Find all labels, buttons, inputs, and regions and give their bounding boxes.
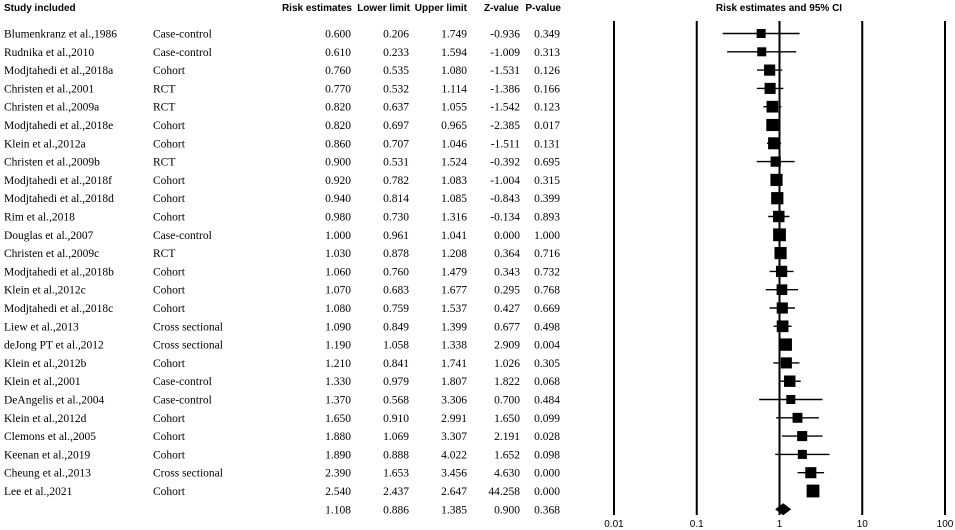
effect-marker-16	[777, 302, 788, 313]
row-24-study: Keenan et al.,2019	[4, 449, 91, 462]
effect-marker-21	[786, 395, 795, 404]
row-16-upper: 1.537	[441, 303, 467, 315]
row-12-study: Douglas et al.,2007	[4, 229, 94, 242]
row-16-design: Cohort	[153, 303, 185, 315]
row-18-lower: 1.058	[383, 339, 409, 352]
row-25-study: Cheung et al.,2013	[4, 467, 91, 480]
row-2-design: Case-control	[153, 46, 212, 59]
row-8-upper: 1.524	[441, 156, 467, 169]
row-24-est: 1.890	[325, 449, 351, 462]
table-rows	[4, 29, 560, 517]
row-12-upper: 1.041	[441, 229, 467, 242]
row-7-est: 0.860	[325, 138, 351, 151]
header-study: Study included	[4, 3, 76, 14]
row-1-p: 0.349	[534, 28, 560, 41]
pooled-est: 1.108	[325, 504, 351, 517]
row-16-p: 0.669	[534, 303, 560, 315]
row-11-est: 0.980	[325, 211, 351, 224]
pooled-diamond	[775, 503, 791, 515]
row-5-lower: 0.637	[383, 101, 409, 114]
effect-marker-22	[793, 413, 803, 423]
effect-marker-12	[773, 228, 786, 241]
row-23-z: 2.191	[494, 431, 520, 444]
row-1-z: -0.936	[490, 28, 520, 41]
row-12-lower: 0.961	[383, 229, 409, 242]
row-10-est: 0.940	[325, 193, 351, 206]
row-25-design: Cross sectional	[153, 467, 223, 480]
row-3-lower: 0.535	[383, 65, 409, 78]
row-6-z: -2.385	[490, 120, 520, 132]
row-7-z: -1.511	[490, 138, 520, 151]
row-5-design: RCT	[153, 101, 176, 114]
row-20-design: Case-control	[153, 376, 212, 389]
effect-marker-23	[797, 431, 807, 441]
effect-marker-11	[773, 211, 784, 222]
row-5-study: Christen et al.,2009a	[4, 101, 100, 114]
row-3-z: -1.531	[490, 65, 520, 78]
row-23-p: 0.028	[534, 431, 560, 444]
row-18-p: 0.004	[534, 339, 560, 352]
row-13-z: 0.364	[494, 248, 520, 261]
row-14-study: Modjtahedi et al.,2018b	[4, 266, 114, 279]
row-26-study: Lee et al.,2021	[4, 486, 73, 498]
row-10-p: 0.399	[534, 193, 560, 206]
row-9-est: 0.920	[325, 174, 351, 187]
effect-marker-19	[781, 357, 792, 368]
row-21-lower: 0.568	[383, 394, 409, 407]
effect-marker-14	[776, 266, 787, 277]
row-26-p: 0.000	[534, 486, 560, 498]
row-2-est: 0.610	[325, 46, 351, 59]
row-15-study: Klein et al.,2012c	[4, 284, 86, 297]
row-9-lower: 0.782	[383, 174, 409, 187]
row-4-lower: 0.532	[383, 83, 409, 96]
effect-marker-7	[768, 137, 780, 149]
pooled-lower: 0.886	[383, 504, 409, 517]
row-23-lower: 1.069	[383, 431, 409, 444]
row-5-p: 0.123	[534, 101, 560, 114]
row-23-study: Clemons et al.,2005	[4, 431, 96, 444]
row-17-lower: 0.849	[383, 321, 409, 334]
row-12-p: 1.000	[534, 229, 560, 242]
row-3-est: 0.760	[325, 65, 351, 78]
row-4-design: RCT	[153, 83, 176, 96]
row-22-upper: 2.991	[441, 412, 467, 425]
row-12-z: 0.000	[494, 229, 520, 242]
row-15-est: 1.070	[325, 284, 351, 297]
row-5-est: 0.820	[325, 101, 351, 114]
pooled-upper: 1.385	[441, 504, 467, 517]
pooled-p: 0.368	[534, 504, 560, 517]
row-15-z: 0.295	[494, 284, 520, 297]
row-13-lower: 0.878	[383, 248, 409, 261]
row-19-z: 1.026	[494, 357, 520, 370]
row-17-study: Liew et al.,2013	[4, 321, 79, 334]
effect-marker-2	[757, 47, 766, 56]
row-22-design: Cohort	[153, 412, 185, 425]
row-8-est: 0.900	[325, 156, 351, 169]
row-19-lower: 0.841	[383, 357, 409, 370]
row-9-design: Cohort	[153, 174, 185, 187]
row-25-est: 2.390	[325, 467, 351, 480]
row-1-upper: 1.749	[441, 28, 467, 41]
row-26-lower: 2.437	[383, 486, 409, 498]
row-6-est: 0.820	[325, 120, 351, 132]
row-3-p: 0.126	[534, 65, 560, 78]
effect-marker-3	[764, 65, 775, 76]
row-9-p: 0.315	[534, 174, 560, 187]
row-14-est: 1.060	[325, 266, 351, 279]
row-1-study: Blumenkranz et al.,1986	[4, 28, 118, 41]
row-20-lower: 0.979	[383, 376, 409, 389]
row-10-z: -0.843	[490, 193, 520, 206]
row-18-z: 2.909	[494, 339, 520, 352]
header-upper: Upper limit	[414, 3, 467, 14]
effect-marker-24	[798, 450, 807, 459]
row-20-z: 1.822	[494, 376, 520, 389]
row-19-design: Cohort	[153, 357, 185, 370]
header-estimate: Risk estimates	[281, 3, 352, 14]
effect-marker-8	[771, 156, 781, 166]
row-15-design: Cohort	[153, 284, 185, 297]
row-12-design: Case-control	[153, 229, 212, 242]
row-22-z: 1.650	[494, 412, 520, 425]
row-12-est: 1.000	[325, 229, 351, 242]
row-2-upper: 1.594	[441, 46, 467, 59]
row-16-study: Modjtahedi et al.,2018c	[4, 303, 114, 315]
row-14-z: 0.343	[494, 266, 520, 279]
row-21-study: DeAngelis et al.,2004	[4, 394, 105, 407]
row-6-lower: 0.697	[383, 120, 409, 132]
row-14-lower: 0.760	[383, 266, 409, 279]
x-tick-label-0.1: 0.1	[689, 519, 704, 530]
row-13-est: 1.030	[325, 248, 351, 261]
effect-marker-13	[774, 247, 786, 259]
row-25-upper: 3.456	[441, 467, 467, 480]
row-7-p: 0.131	[534, 138, 560, 151]
effect-marker-15	[777, 284, 788, 295]
row-22-study: Klein et al.,2012d	[4, 412, 87, 425]
effect-marker-17	[777, 320, 789, 332]
row-22-lower: 0.910	[383, 412, 409, 425]
x-tick-label-0.01: 0.01	[604, 519, 624, 530]
row-3-upper: 1.080	[441, 65, 467, 78]
row-6-upper: 0.965	[441, 120, 467, 132]
row-20-study: Klein et al.,2001	[4, 376, 81, 389]
row-11-upper: 1.316	[441, 211, 467, 224]
row-21-p: 0.484	[534, 394, 560, 407]
effect-marker-5	[767, 101, 779, 113]
row-11-study: Rim et al.,2018	[4, 211, 75, 224]
header-lower: Lower limit	[357, 3, 410, 14]
row-9-upper: 1.083	[441, 174, 467, 187]
row-26-design: Cohort	[153, 486, 185, 498]
row-10-study: Modjtahedi et al.,2018d	[4, 193, 114, 206]
row-7-design: Cohort	[153, 138, 185, 151]
row-14-p: 0.732	[534, 266, 560, 279]
row-2-lower: 0.233	[383, 46, 409, 59]
row-7-study: Klein et al.,2012a	[4, 138, 86, 151]
row-8-z: -0.392	[490, 156, 520, 169]
row-13-upper: 1.208	[441, 248, 467, 261]
effect-marker-9	[770, 174, 782, 186]
row-24-lower: 0.888	[383, 449, 409, 462]
row-25-p: 0.000	[534, 467, 560, 480]
row-8-design: RCT	[153, 156, 176, 169]
row-22-p: 0.099	[534, 412, 560, 425]
row-8-p: 0.695	[534, 156, 560, 169]
x-tick-label-100: 100	[936, 519, 954, 530]
row-3-design: Cohort	[153, 65, 185, 78]
row-15-lower: 0.683	[383, 284, 409, 297]
row-20-upper: 1.807	[441, 376, 467, 389]
row-4-upper: 1.114	[441, 83, 467, 96]
header-plot: Risk estimates and 95% CI	[715, 3, 843, 14]
row-26-z: 44.258	[488, 486, 520, 498]
row-2-study: Rudnika et al.,2010	[4, 46, 95, 59]
row-7-lower: 0.707	[383, 138, 409, 151]
row-13-p: 0.716	[534, 248, 560, 261]
effect-marker-18	[780, 338, 792, 350]
row-1-lower: 0.206	[383, 28, 409, 41]
row-20-p: 0.068	[534, 376, 560, 389]
row-16-lower: 0.759	[383, 303, 409, 315]
row-21-upper: 3.306	[441, 394, 467, 407]
row-17-p: 0.498	[534, 321, 560, 334]
row-15-p: 0.768	[534, 284, 560, 297]
row-18-study: deJong PT et al.,2012	[4, 339, 104, 352]
row-6-p: 0.017	[534, 120, 560, 132]
row-24-p: 0.098	[534, 449, 560, 462]
row-26-est: 2.540	[325, 486, 351, 498]
row-21-design: Case-control	[153, 394, 212, 407]
row-17-design: Cross sectional	[153, 321, 223, 334]
row-19-study: Klein et al.,2012b	[4, 357, 87, 370]
row-25-lower: 1.653	[383, 467, 409, 480]
row-23-est: 1.880	[325, 431, 351, 444]
row-19-est: 1.210	[325, 357, 351, 370]
row-4-z: -1.386	[490, 83, 520, 96]
row-11-design: Cohort	[153, 211, 185, 224]
row-10-design: Cohort	[153, 193, 185, 206]
row-5-z: -1.542	[490, 101, 520, 114]
row-5-upper: 1.055	[441, 101, 467, 114]
row-10-upper: 1.085	[441, 193, 467, 206]
row-17-z: 0.677	[494, 321, 520, 334]
row-4-p: 0.166	[534, 83, 560, 96]
row-8-lower: 0.531	[383, 156, 409, 169]
row-20-est: 1.330	[325, 376, 351, 389]
pooled-z: 0.900	[494, 504, 520, 517]
row-4-study: Christen et al.,2001	[4, 83, 95, 96]
row-13-design: RCT	[153, 248, 176, 261]
row-19-p: 0.305	[534, 357, 560, 370]
row-14-upper: 1.479	[441, 266, 467, 279]
row-21-est: 1.370	[325, 394, 351, 407]
effect-marker-6	[766, 119, 778, 131]
row-3-study: Modjtahedi et al.,2018a	[4, 65, 114, 78]
row-2-z: -1.009	[490, 46, 520, 59]
row-25-z: 4.630	[494, 467, 520, 480]
row-19-upper: 1.741	[441, 357, 467, 370]
row-2-p: 0.313	[534, 46, 560, 59]
header-z: Z-value	[483, 3, 519, 14]
row-15-upper: 1.677	[441, 284, 467, 297]
row-18-design: Cross sectional	[153, 339, 223, 352]
row-23-design: Cohort	[153, 431, 185, 444]
effect-marker-20	[784, 375, 795, 386]
effect-marker-1	[757, 29, 766, 38]
row-9-study: Modjtahedi et al.,2018f	[4, 174, 112, 187]
x-tick-label-10: 10	[856, 519, 868, 530]
row-16-est: 1.080	[325, 303, 351, 315]
effect-marker-26	[807, 485, 820, 498]
row-6-design: Cohort	[153, 120, 185, 132]
row-17-est: 1.090	[325, 321, 351, 334]
row-11-lower: 0.730	[383, 211, 409, 224]
column-headers	[4, 3, 842, 14]
row-16-z: 0.427	[494, 303, 520, 315]
row-18-est: 1.190	[325, 339, 351, 352]
effect-marker-25	[805, 467, 816, 478]
row-10-lower: 0.814	[383, 193, 409, 206]
effect-marker-10	[771, 192, 783, 204]
row-24-design: Cohort	[153, 449, 185, 462]
row-1-design: Case-control	[153, 28, 212, 41]
row-14-design: Cohort	[153, 266, 185, 279]
row-7-upper: 1.046	[441, 138, 467, 151]
row-1-est: 0.600	[325, 28, 351, 41]
row-26-upper: 2.647	[441, 486, 467, 498]
row-13-study: Christen et al.,2009c	[4, 248, 100, 261]
row-24-upper: 4.022	[441, 449, 467, 462]
row-6-study: Modjtahedi et al.,2018e	[4, 120, 114, 132]
row-4-est: 0.770	[325, 83, 351, 96]
x-tick-label-1: 1	[776, 519, 783, 530]
row-22-est: 1.650	[325, 412, 351, 425]
row-9-z: -1.004	[490, 174, 520, 187]
plot-area	[604, 21, 954, 530]
header-p: P-value	[525, 3, 561, 14]
row-18-upper: 1.338	[441, 339, 467, 352]
row-8-study: Christen et al.,2009b	[4, 156, 100, 169]
row-17-upper: 1.399	[441, 321, 467, 334]
row-23-upper: 3.307	[441, 431, 467, 444]
row-11-z: -0.134	[490, 211, 520, 224]
row-21-z: 0.700	[494, 394, 520, 407]
row-11-p: 0.893	[534, 211, 560, 224]
effect-marker-4	[765, 83, 776, 94]
row-24-z: 1.652	[494, 449, 520, 462]
